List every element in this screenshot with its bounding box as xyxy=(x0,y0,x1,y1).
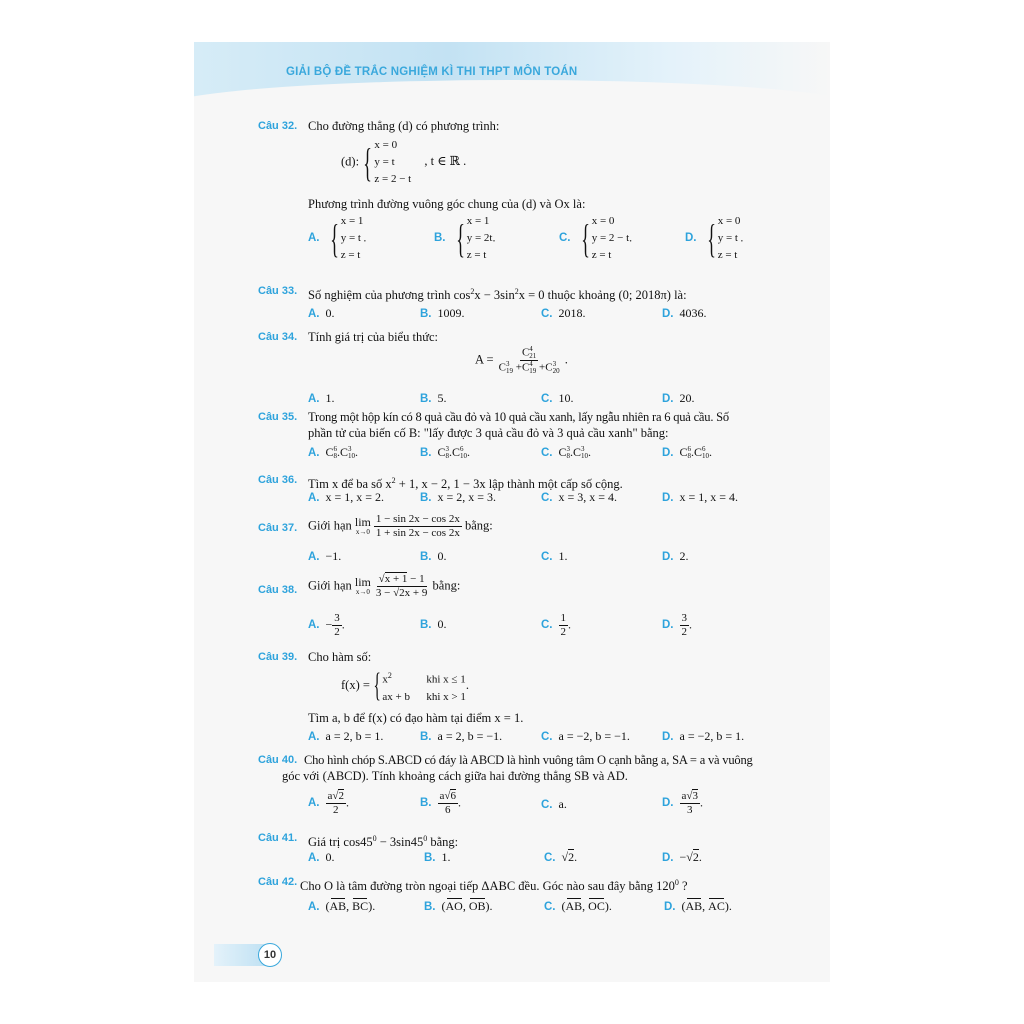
option-b[interactable]: B. { x = 1 y = 2t z = t . xyxy=(434,215,496,261)
question-text: Cho đường thẳng (d) có phương trình: xyxy=(308,119,500,133)
option-b[interactable]: B. x = 2, x = 3. xyxy=(420,490,497,504)
option-c[interactable]: C. a = −2, b = −1. xyxy=(541,729,630,743)
option-a[interactable]: A. $\frac{a√2}{2}$ . xyxy=(308,790,349,816)
fraction: $\frac{√x + 1 - 1}{3 - √2x + 9}$ xyxy=(375,573,428,599)
option-c[interactable]: C. √2. xyxy=(544,850,578,864)
question-number: Câu 38. xyxy=(258,584,298,596)
question-text: Số nghiệm của phương trình $\cos^2x - 3\sin^2x = 0$ thuộc khoảng (0; 2018π) là: xyxy=(308,287,687,303)
fraction: C 4 21 C 3 19 +C 4 19 +C 3 20 xyxy=(498,345,560,375)
option-c[interactable]: C. (AB, OC). xyxy=(544,899,612,913)
option-c[interactable]: C. a. xyxy=(541,797,567,811)
option-a[interactable]: A. { x = 1 y = t z = t . xyxy=(308,215,367,261)
question-text: Tìm a, b để f(x) có đạo hàm tại điểm x = 1. xyxy=(308,711,524,725)
question-text: Tính giá trị của biểu thức: xyxy=(308,330,438,344)
option-d[interactable]: D. a = −2, b = 1. xyxy=(662,729,745,743)
option-b[interactable]: B. C 3 8 .C 6 10 . xyxy=(420,445,471,461)
expression: A = C 4 21 C 3 19 +C 4 19 +C 3 20 . xyxy=(475,345,568,375)
equation-system: (d): { x = 0 y = t z = 2 − t , t ∈ ℝ . xyxy=(341,139,467,185)
question-number: Câu 36. xyxy=(258,474,298,486)
question-number: Câu 37. xyxy=(258,522,298,534)
fraction: $\frac{1 - \sin 2x - \cos 2x}{1 + \sin 2x - \cos 2x}$ xyxy=(375,513,460,539)
piecewise-function: f(x) = { $x^2$ khi x ≤ 1 ax + b khi x > 1 . xyxy=(341,667,470,705)
option-b[interactable]: B. (AO, OB). xyxy=(424,899,493,913)
limit: lim x→0 xyxy=(354,574,371,596)
question-text: Phương trình đường vuông góc chung của (d) và Ox là: xyxy=(308,197,586,211)
option-d[interactable]: D. −√2. xyxy=(662,850,702,864)
option-c[interactable]: C. 1. xyxy=(541,549,568,563)
header-banner xyxy=(194,42,830,100)
question-number: Câu 33. xyxy=(258,285,298,297)
option-b[interactable]: B. a = 2, b = −1. xyxy=(420,729,503,743)
question-text: Cho hàm số: xyxy=(308,650,372,664)
option-a[interactable]: A. a = 2, b = 1. xyxy=(308,729,384,743)
question-text: Giới hạn lim x→0 $\frac{1 - \sin 2x - \cos 2x}{1 + \sin 2x - \cos 2x}$ bằng: xyxy=(308,513,493,539)
option-a[interactable]: A. x = 1, x = 2. xyxy=(308,490,385,504)
option-d[interactable]: D. $\frac{3}{2}$ . xyxy=(662,612,692,638)
question-text: Cho O là tâm đường tròn ngoại tiếp ΔABC đều. Góc nào sau đây bằng $120^0$ ? xyxy=(300,878,688,894)
option-b[interactable]: B. 1. xyxy=(424,850,451,864)
question-number: Câu 34. xyxy=(258,331,298,343)
question-text: Giới hạn lim x→0 $\frac{√x + 1 - 1}{3 - √2x + 9}$ bằng: xyxy=(308,573,461,599)
limit: lim x→0 xyxy=(354,514,371,536)
option-d[interactable]: D. x = 1, x = 4. xyxy=(662,490,739,504)
question-number: Câu 32. xyxy=(258,120,298,132)
question-text: Giá trị $\cos 45^0 - 3\sin 45^0$ bằng: xyxy=(308,834,459,850)
option-c[interactable]: C. 10. xyxy=(541,391,574,405)
question-number: Câu 41. xyxy=(258,832,298,844)
option-b[interactable]: B. 0. xyxy=(420,617,447,631)
option-b[interactable]: B. 0. xyxy=(420,549,447,563)
option-a[interactable]: A. 0. xyxy=(308,850,335,864)
option-b[interactable]: B. 5. xyxy=(420,391,447,405)
question-text: Tìm x để ba số $x^2 + 1$, x − 2, 1 − 3x lập thành một cấp số cộng. xyxy=(308,476,623,492)
option-a[interactable]: A. 1. xyxy=(308,391,335,405)
option-b[interactable]: B. 1009. xyxy=(420,306,465,320)
option-d[interactable]: D. $\frac{a√3}{3}$ . xyxy=(662,790,703,816)
option-c[interactable]: C. { x = 0 y = 2 − t z = t . xyxy=(559,215,633,261)
option-a[interactable]: A. C 6 8 .C 3 10 . xyxy=(308,445,359,461)
question-number: Câu 40. xyxy=(258,754,298,766)
question-number: Câu 35. xyxy=(258,411,298,423)
page-number: 10 xyxy=(258,943,282,967)
question-number: Câu 42. xyxy=(258,876,298,888)
option-d[interactable]: D. 20. xyxy=(662,391,695,405)
option-c[interactable]: C. $\frac{1}{2}$ . xyxy=(541,612,571,638)
option-b[interactable]: B. $\frac{a√6}{6}$ . xyxy=(420,790,461,816)
option-c[interactable]: C. C 3 8 .C 3 10 . xyxy=(541,445,592,461)
option-d[interactable]: D. { x = 0 y = t z = t . xyxy=(685,215,744,261)
question-number: Câu 39. xyxy=(258,651,298,663)
option-c[interactable]: C. 2018. xyxy=(541,306,586,320)
option-a[interactable]: A. (AB, BC). xyxy=(308,899,376,913)
option-c[interactable]: C. x = 3, x = 4. xyxy=(541,490,618,504)
question-text: phần tử của biến cố B: "lấy được 3 quả cầu đỏ và 3 quả cầu xanh" bằng: xyxy=(308,426,669,440)
option-a[interactable]: A. − $\frac{3}{2}$ . xyxy=(308,612,345,638)
header-title: GIẢI BỘ ĐỀ TRẮC NGHIỆM KÌ THI THPT MÔN TOÁN xyxy=(286,66,578,78)
question-text: góc với (ABCD). Tính khoảng cách giữa hai đường thẳng SB và AD. xyxy=(282,769,628,783)
option-d[interactable]: D. (AB, AC). xyxy=(664,899,732,913)
option-d[interactable]: D. 2. xyxy=(662,549,689,563)
question-text: Trong một hộp kín có 8 quả cầu đỏ và 10 quả cầu xanh, lấy ngẫu nhiên ra 6 quả cầu. Số xyxy=(308,410,729,424)
question-text: Cho hình chóp S.ABCD có đáy là ABCD là hình vuông tâm O cạnh bằng a, SA = a và vuông xyxy=(304,753,753,767)
option-a[interactable]: A. 0. xyxy=(308,306,335,320)
option-a[interactable]: A. −1. xyxy=(308,549,342,563)
option-d[interactable]: D. 4036. xyxy=(662,306,707,320)
option-d[interactable]: D. C 6 8 .C 6 10 . xyxy=(662,445,713,461)
brace: { xyxy=(363,139,373,185)
